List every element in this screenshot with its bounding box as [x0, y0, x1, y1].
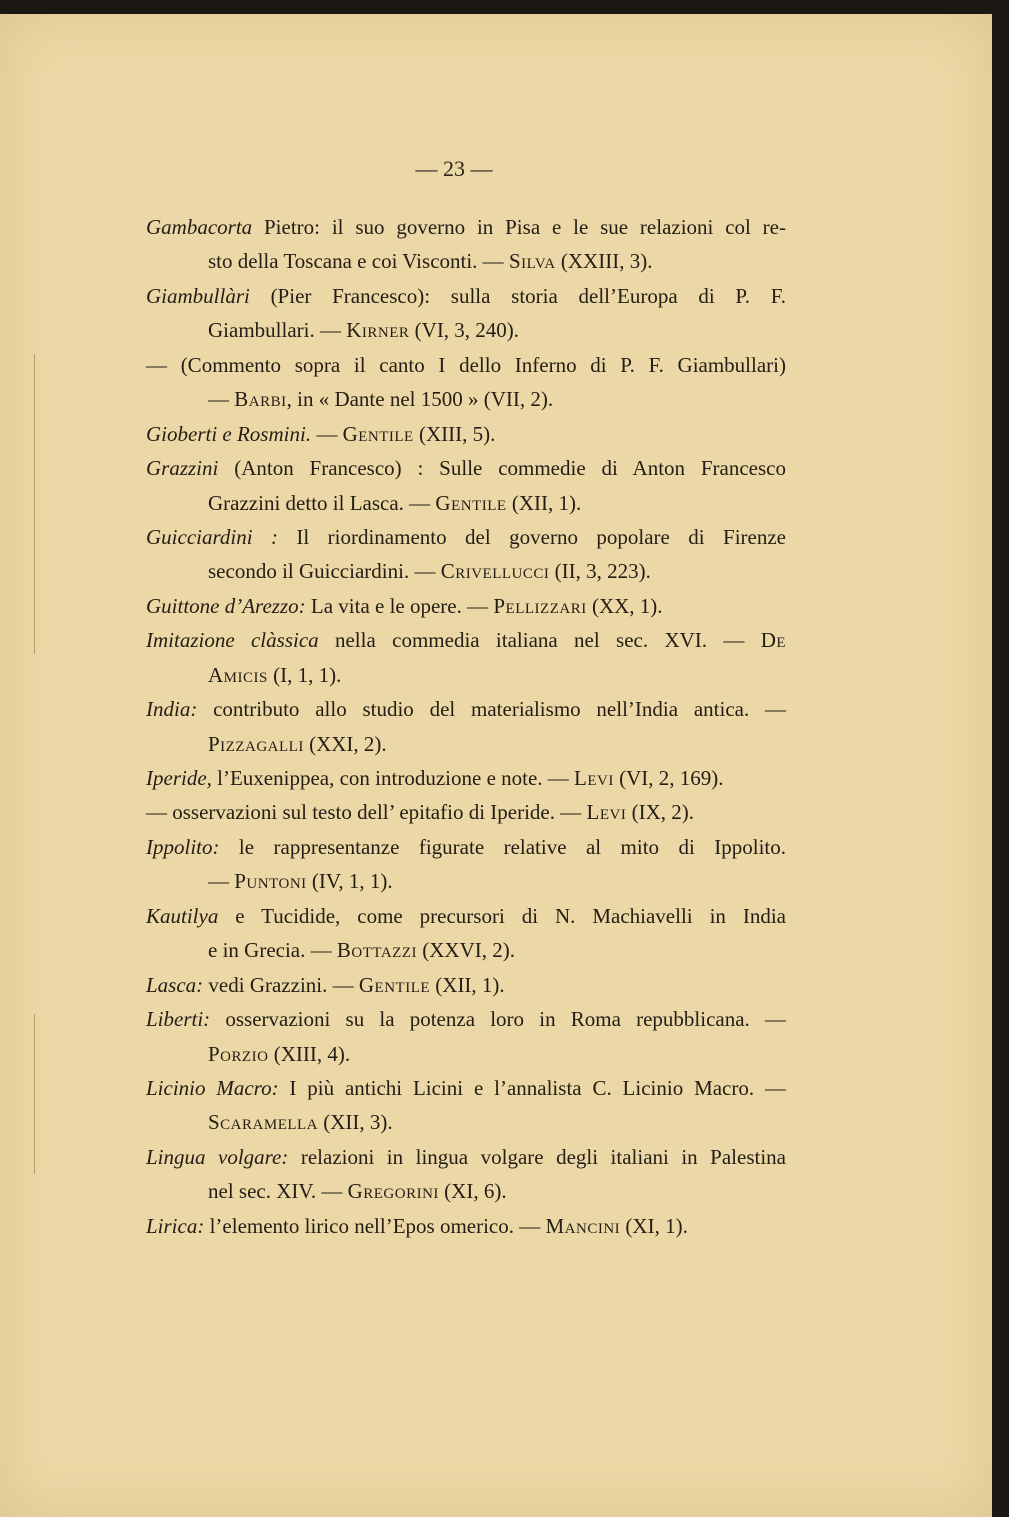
entry-keyword: Guittone d’Arezzo: [146, 593, 306, 618]
index-entry [146, 1209, 786, 1243]
entry-text: (XIII, 5). [413, 421, 496, 446]
page-number: — 23 — [415, 156, 493, 181]
book-page [0, 14, 992, 1517]
entry-continuation-line [146, 554, 786, 588]
entry-line [146, 968, 786, 1002]
entry-line [146, 451, 786, 485]
entry-text: (XXVI, 2). [417, 938, 515, 963]
index-entry [146, 210, 786, 279]
entry-line [146, 1209, 786, 1243]
entry-text: (II, 3, 223). [549, 559, 651, 584]
index-entry [146, 279, 786, 348]
entry-text: , in « Dante nel 1500 » (VII, 2). [286, 387, 554, 412]
entry-text: Giambullari. — [208, 318, 347, 343]
entry-line [146, 1002, 786, 1036]
entry-text: — [311, 421, 343, 446]
entry-line [146, 795, 786, 829]
index-entry [146, 451, 786, 520]
entry-author: De [760, 628, 787, 653]
entry-line [146, 1140, 786, 1174]
entry-keyword: Grazzini [146, 456, 219, 481]
index-entry [146, 968, 786, 1002]
entry-author: Scaramella [208, 1110, 319, 1135]
entry-keyword: Liberti: [146, 1007, 211, 1032]
entry-author: Silva [508, 249, 556, 274]
entry-text: (XII, 1). [506, 490, 582, 515]
entry-text: (Anton Francesco) : Sulle commedie di Anton Francesco [218, 456, 786, 481]
entry-text: vedi Grazzini. — [203, 972, 359, 997]
entry-author: Levi [586, 800, 627, 825]
gutter-shadow-line [34, 354, 35, 654]
entry-keyword: Lingua volgare: [146, 1144, 289, 1169]
entry-text: relazioni in lingua volgare degli italiani in Palestina [288, 1144, 786, 1169]
entry-text: secondo il Guicciardini. — [208, 559, 441, 584]
index-entry [146, 1002, 786, 1071]
entry-text: (XIII, 4). [268, 1041, 351, 1066]
entry-line [146, 348, 786, 382]
entry-text: Il riordinamento del governo popolare di Firenze [277, 524, 786, 549]
entry-text: l’Euxenippea, con introduzione e note. — [211, 766, 575, 790]
entry-text: nel sec. XIV. — [208, 1179, 348, 1204]
entry-text: (VI, 3, 240). [409, 318, 520, 343]
entry-text: nella commedia italiana nel sec. XVI. — [318, 628, 761, 653]
entry-text: (I, 1, 1). [267, 662, 342, 687]
entry-author: Mancini [545, 1213, 621, 1238]
entry-keyword: Lirica: [146, 1213, 205, 1238]
entry-keyword: Iperide, [146, 766, 212, 790]
index-entry [146, 417, 786, 451]
entry-text: (XII, 1). [430, 972, 505, 997]
entry-keyword: Gambacorta [146, 215, 253, 239]
entry-text: l’elemento lirico nell’Epos omerico. — [204, 1213, 546, 1238]
entry-text: (IX, 2). [626, 800, 694, 825]
entry-text: (XXIII, 3). [555, 249, 653, 274]
entry-text: (Pier Francesco): sulla storia dell’Europa di P. F. [249, 283, 786, 308]
entry-line [146, 830, 786, 864]
entry-text: I più antichi Licini e l’annalista C. Licinio Macro. — [278, 1075, 786, 1100]
entry-text: (XI, 1). [620, 1213, 688, 1238]
entry-author: Gentile [358, 972, 431, 997]
index-entry [146, 1140, 786, 1209]
entry-keyword: Kautilya [146, 903, 219, 928]
entry-keyword: Imitazione clàssica [146, 628, 319, 653]
index-entry [146, 899, 786, 968]
entry-text: e in Grecia. — [208, 938, 337, 963]
entry-text: Grazzini detto il Lasca. — [208, 490, 436, 515]
entry-text: (XI, 6). [438, 1179, 507, 1204]
entry-line [146, 279, 786, 313]
entry-continuation-line [146, 244, 786, 278]
entry-line [146, 692, 786, 726]
entry-continuation-line [146, 313, 786, 347]
index-entries [146, 210, 786, 1243]
entry-text: Pietro: il suo governo in Pisa e le sue relazioni col re- [252, 215, 786, 239]
entry-text: — (Commento sopra il canto I dello Inferno di P. F. Giambullari) [146, 352, 786, 377]
entry-line [146, 623, 786, 657]
entry-continuation-line [146, 1037, 786, 1071]
entry-line [146, 761, 786, 795]
entry-keyword: Ippolito: [146, 834, 220, 859]
entry-keyword: Gioberti e Rosmini. [146, 421, 312, 446]
index-entry [146, 623, 786, 692]
index-entry [146, 348, 786, 417]
entry-keyword: Lasca: [146, 972, 204, 997]
entry-line [146, 520, 786, 554]
entry-author: Amicis [208, 662, 268, 687]
index-entry [146, 795, 786, 829]
entry-line [146, 417, 786, 451]
entry-author: Pizzagalli [208, 731, 304, 756]
entry-author: Gentile [435, 490, 507, 515]
entry-line [146, 210, 786, 244]
entry-text: (IV, 1, 1). [306, 869, 393, 894]
entry-author: Kirner [346, 318, 410, 343]
entry-text: — [208, 869, 235, 894]
entry-author: Levi [574, 766, 614, 790]
entry-continuation-line [146, 864, 786, 898]
entry-keyword: Guicciardini : [146, 524, 278, 549]
index-entry [146, 761, 786, 795]
entry-author: Bottazzi [336, 938, 417, 963]
entry-continuation-line [146, 486, 786, 520]
index-entry [146, 692, 786, 761]
entry-text: (VI, 2, 169). [613, 766, 724, 790]
entry-continuation-line [146, 382, 786, 416]
entry-continuation-line [146, 1105, 786, 1139]
entry-text: (XXI, 2). [303, 731, 387, 756]
entry-line [146, 1071, 786, 1105]
index-entry [146, 830, 786, 899]
entry-continuation-line [146, 727, 786, 761]
index-entry [146, 1071, 786, 1140]
entry-text: La vita e le opere. — [305, 593, 494, 618]
entry-author: Gentile [342, 421, 414, 446]
entry-keyword: India: [146, 697, 198, 722]
entry-text: le rappresentanze figurate relative al mito di Ippolito. [219, 834, 786, 859]
entry-keyword: Giambullàri [146, 283, 250, 308]
entry-continuation-line [146, 1174, 786, 1208]
entry-continuation-line [146, 933, 786, 967]
entry-author: Porzio [208, 1041, 269, 1066]
entry-keyword: Licinio Macro: [146, 1075, 279, 1100]
entry-author: Gregorini [347, 1179, 439, 1204]
entry-author: Barbi [234, 387, 287, 412]
entry-text: (XII, 3). [318, 1110, 393, 1135]
entry-author: Puntoni [234, 869, 307, 894]
gutter-shadow-line [34, 1014, 35, 1174]
entry-text: (XX, 1). [586, 593, 663, 618]
entry-text: contributo allo studio del materialismo nell’India antica. — [197, 697, 786, 722]
index-entry [146, 520, 786, 589]
entry-author: Crivellucci [440, 559, 550, 584]
entry-text: osservazioni su la potenza loro in Roma repubblicana. — [210, 1007, 786, 1032]
index-entry [146, 589, 786, 623]
entry-line [146, 899, 786, 933]
entry-text: — [208, 387, 235, 412]
entry-continuation-line [146, 658, 786, 692]
entry-text: e Tucidide, come precursori di N. Machiavelli in India [218, 903, 786, 928]
entry-text: — osservazioni sul testo dell’ epitafio di Iperide. — [146, 800, 587, 825]
entry-author: Pellizzari [493, 593, 587, 618]
entry-text: sto della Toscana e coi Visconti. — [208, 249, 509, 274]
entry-line [146, 589, 786, 623]
